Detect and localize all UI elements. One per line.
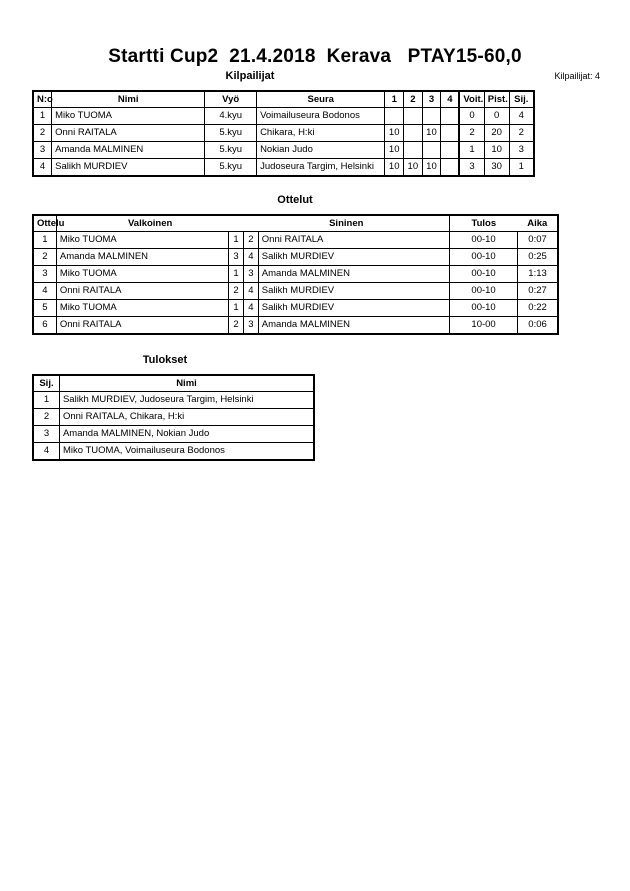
competitor-no: 1	[33, 108, 52, 125]
result-place: 3	[33, 426, 59, 443]
competitor-wins: 0	[459, 108, 484, 125]
match-time: 0:25	[518, 249, 558, 266]
score-3	[422, 108, 441, 125]
match-result: 10-00	[450, 317, 518, 335]
white-competitor: Onni RAITALA	[56, 317, 228, 335]
result-name: Miko TUOMA, Voimailuseura Bodonos	[59, 443, 314, 461]
competitor-place: 2	[509, 125, 534, 142]
white-number: 1	[229, 300, 244, 317]
competitor-no: 2	[33, 125, 52, 142]
result-place: 4	[33, 443, 59, 461]
score-2: 10	[404, 159, 423, 177]
matches-heading: Ottelut	[277, 194, 313, 206]
competitor-belt: 5.kyu	[205, 159, 257, 177]
white-number: 1	[229, 232, 244, 249]
competitors-heading: Kilpailijat	[225, 70, 275, 82]
result-name: Amanda MALMINEN, Nokian Judo	[59, 426, 314, 443]
table-row	[33, 426, 314, 443]
col-header-points: Pist.	[484, 91, 509, 108]
score-4	[441, 142, 460, 159]
result-place: 1	[33, 392, 59, 409]
match-no: 3	[33, 266, 56, 283]
match-result: 00-10	[450, 283, 518, 300]
competitor-club: Nokian Judo	[257, 142, 385, 159]
competitor-belt: 5.kyu	[205, 142, 257, 159]
col-header-name: Nimi	[52, 91, 205, 108]
col-header-white: Valkoinen	[56, 215, 243, 232]
competitor-club: Chikara, H:ki	[257, 125, 385, 142]
blue-number: 4	[243, 249, 258, 266]
col-header-match-2: 2	[404, 91, 423, 108]
col-header-no: N:o	[33, 91, 52, 108]
results-heading: Tulokset	[142, 354, 188, 366]
blue-number: 3	[243, 317, 258, 335]
match-time: 0:07	[518, 232, 558, 249]
table-row	[33, 142, 534, 159]
competitor-wins: 2	[459, 125, 484, 142]
competitors-table	[32, 90, 535, 177]
match-no: 1	[33, 232, 56, 249]
competitor-points: 0	[484, 108, 509, 125]
score-1	[385, 108, 404, 125]
competitor-place: 3	[509, 142, 534, 159]
score-2	[404, 108, 423, 125]
white-number: 1	[229, 266, 244, 283]
blue-competitor: Onni RAITALA	[258, 232, 449, 249]
table-row	[33, 108, 534, 125]
col-header-result: Tulos	[450, 215, 518, 232]
col-header-place: Sij.	[509, 91, 534, 108]
results-header-row	[33, 375, 314, 392]
competitor-name: Amanda MALMINEN	[52, 142, 205, 159]
col-header-blue: Sininen	[243, 215, 449, 232]
blue-number: 3	[243, 266, 258, 283]
competitor-belt: 5.kyu	[205, 125, 257, 142]
match-result: 00-10	[450, 300, 518, 317]
page-title: Startti Cup2 21.4.2018 Kerava PTAY15-60,0	[108, 46, 522, 67]
score-1: 10	[385, 159, 404, 177]
score-3	[422, 142, 441, 159]
matches-table	[32, 214, 559, 335]
match-no: 6	[33, 317, 56, 335]
match-result: 00-10	[450, 232, 518, 249]
result-name: Salikh MURDIEV, Judoseura Targim, Helsinki	[59, 392, 314, 409]
white-competitor: Onni RAITALA	[56, 283, 228, 300]
match-time: 1:13	[518, 266, 558, 283]
col-header-place: Sij.	[33, 375, 59, 392]
competitor-name: Onni RAITALA	[52, 125, 205, 142]
match-time: 0:06	[518, 317, 558, 335]
score-2	[404, 125, 423, 142]
score-1: 10	[385, 125, 404, 142]
col-header-club: Seura	[257, 91, 385, 108]
white-number: 2	[229, 317, 244, 335]
table-row	[33, 317, 558, 335]
table-row	[33, 249, 558, 266]
results-table	[32, 374, 315, 461]
blue-competitor: Salikh MURDIEV	[258, 249, 449, 266]
col-header-match-1: 1	[385, 91, 404, 108]
result-name: Onni RAITALA, Chikara, H:ki	[59, 409, 314, 426]
table-row	[33, 392, 314, 409]
col-header-wins: Voit.	[459, 91, 484, 108]
match-no: 4	[33, 283, 56, 300]
blue-number: 2	[243, 232, 258, 249]
col-header-match-no: Ottelu	[33, 215, 56, 232]
col-header-time: Aika	[518, 215, 558, 232]
competitor-name: Miko TUOMA	[52, 108, 205, 125]
table-row	[33, 300, 558, 317]
competitor-points: 20	[484, 125, 509, 142]
match-no: 2	[33, 249, 56, 266]
match-no: 5	[33, 300, 56, 317]
competitor-no: 4	[33, 159, 52, 177]
match-result: 00-10	[450, 249, 518, 266]
blue-competitor: Amanda MALMINEN	[258, 317, 449, 335]
blue-competitor: Salikh MURDIEV	[258, 300, 449, 317]
competitor-place: 1	[509, 159, 534, 177]
match-result: 00-10	[450, 266, 518, 283]
competitors-count: Kilpailijat: 4	[554, 71, 600, 81]
matches-header-row	[33, 215, 558, 232]
match-time: 0:22	[518, 300, 558, 317]
competitor-place: 4	[509, 108, 534, 125]
white-competitor: Miko TUOMA	[56, 232, 228, 249]
table-row	[33, 283, 558, 300]
white-competitor: Miko TUOMA	[56, 266, 228, 283]
competitors-header-row	[33, 91, 534, 108]
competitor-points: 30	[484, 159, 509, 177]
blue-competitor: Amanda MALMINEN	[258, 266, 449, 283]
table-row	[33, 266, 558, 283]
blue-number: 4	[243, 283, 258, 300]
competitor-club: Voimailuseura Bodonos	[257, 108, 385, 125]
competitor-belt: 4.kyu	[205, 108, 257, 125]
white-competitor: Miko TUOMA	[56, 300, 228, 317]
col-header-match-4: 4	[441, 91, 460, 108]
table-row	[33, 125, 534, 142]
white-number: 2	[229, 283, 244, 300]
result-place: 2	[33, 409, 59, 426]
table-row	[33, 232, 558, 249]
table-row	[33, 159, 534, 177]
score-4	[441, 125, 460, 142]
competitor-wins: 1	[459, 142, 484, 159]
score-4	[441, 108, 460, 125]
table-row	[33, 443, 314, 461]
score-3: 10	[422, 159, 441, 177]
table-row	[33, 409, 314, 426]
blue-competitor: Salikh MURDIEV	[258, 283, 449, 300]
white-number: 3	[229, 249, 244, 266]
white-competitor: Amanda MALMINEN	[56, 249, 228, 266]
match-time: 0:27	[518, 283, 558, 300]
blue-number: 4	[243, 300, 258, 317]
competitor-wins: 3	[459, 159, 484, 177]
competitor-no: 3	[33, 142, 52, 159]
col-header-belt: Vyö	[205, 91, 257, 108]
score-4	[441, 159, 460, 177]
col-header-name: Nimi	[59, 375, 314, 392]
score-1: 10	[385, 142, 404, 159]
score-3: 10	[422, 125, 441, 142]
competitor-club: Judoseura Targim, Helsinki	[257, 159, 385, 177]
col-header-match-3: 3	[422, 91, 441, 108]
competitor-name: Salikh MURDIEV	[52, 159, 205, 177]
competitor-points: 10	[484, 142, 509, 159]
score-2	[404, 142, 423, 159]
